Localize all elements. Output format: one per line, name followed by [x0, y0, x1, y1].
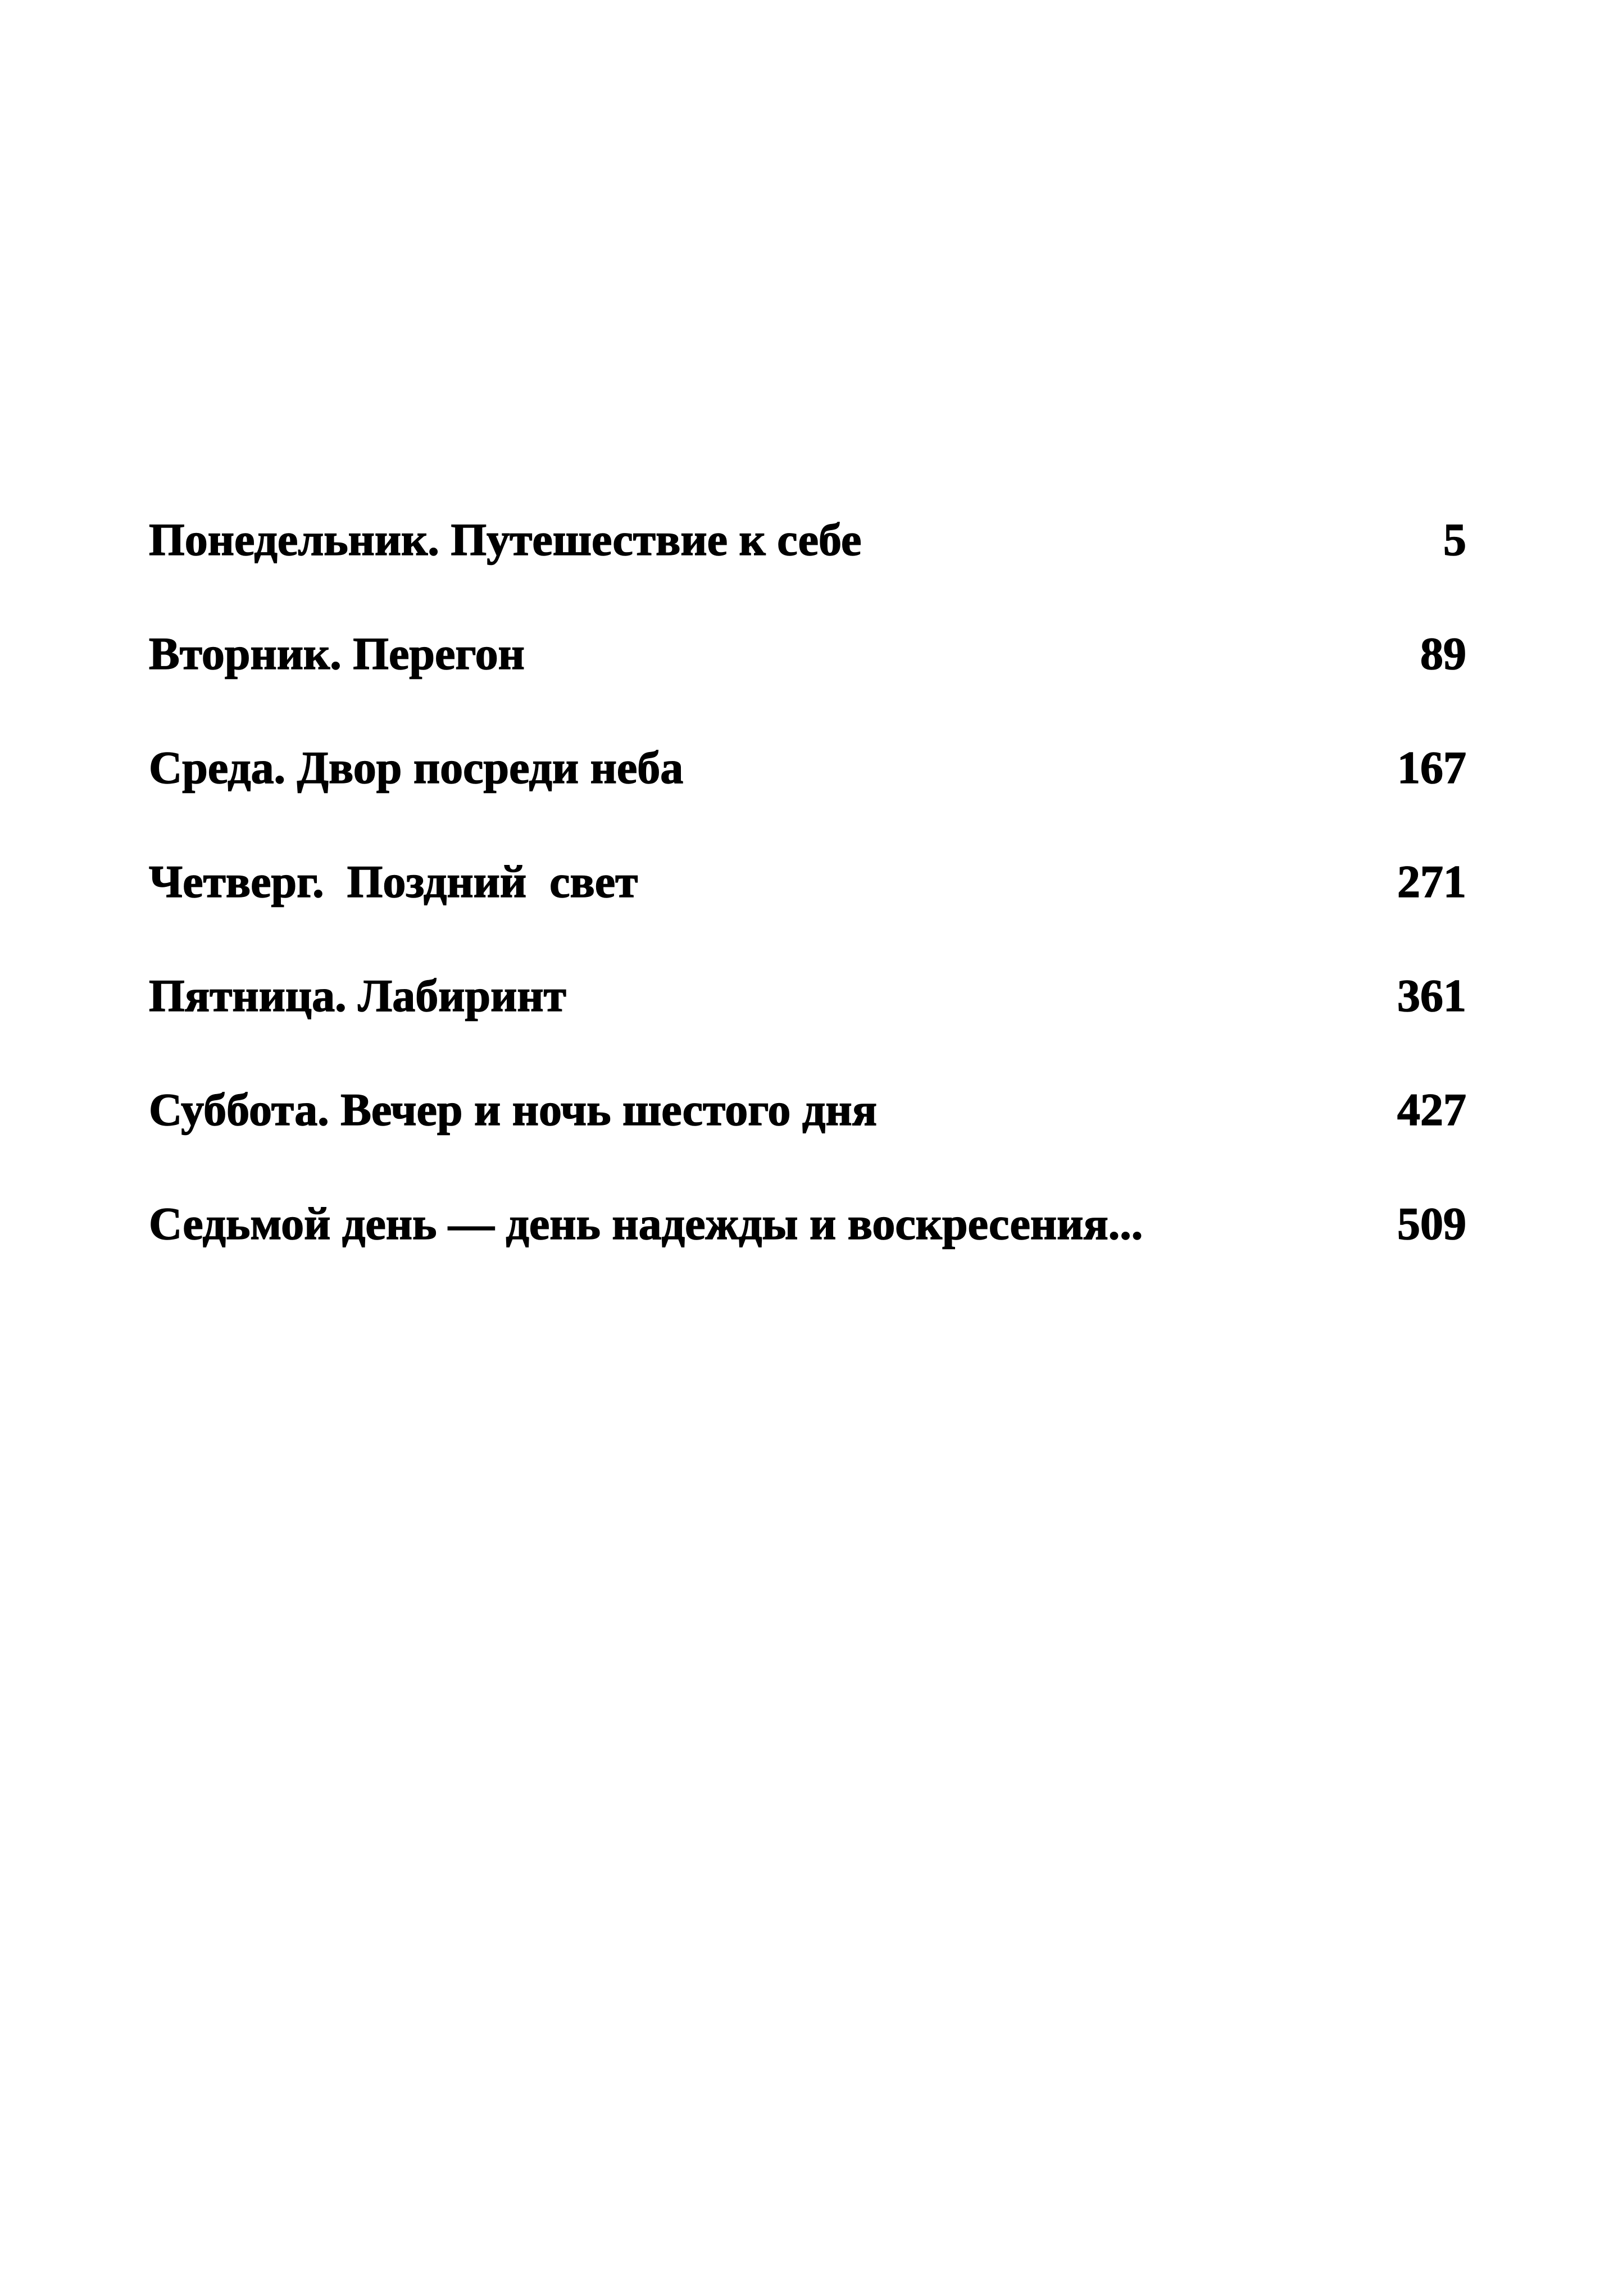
toc-entry-tuesday[interactable] — [149, 628, 1466, 745]
toc-entry-page-number: 361 — [1397, 970, 1466, 1021]
toc-entry-wednesday[interactable] — [149, 742, 1466, 859]
toc-entry-page-number: 5 — [1443, 514, 1466, 565]
toc-entry-monday[interactable] — [149, 514, 1466, 631]
toc-entry-page-number: 167 — [1397, 742, 1466, 793]
table-of-contents — [149, 514, 1466, 1315]
toc-entry-title: Среда. Двор посреди неба — [149, 742, 684, 793]
toc-entry-title: Пятница. Лабиринт — [149, 970, 566, 1021]
toc-entry-title: Четверг. Поздний свет — [149, 856, 638, 907]
toc-entry-page-number: 89 — [1420, 628, 1466, 679]
toc-entry-title: Понедельник. Путешествие к себе — [149, 514, 862, 565]
toc-entry-title: Вторник. Перегон — [149, 628, 525, 679]
toc-entry-page-number: 509 — [1397, 1198, 1466, 1249]
toc-entry-title: Седьмой день — день надежды и воскресения... — [149, 1198, 1143, 1249]
toc-entry-title: Суббота. Вечер и ночь шестого дня — [149, 1084, 877, 1135]
toc-entry-thursday[interactable] — [149, 856, 1466, 973]
toc-entry-page-number: 271 — [1397, 856, 1466, 907]
toc-entry-friday[interactable] — [149, 970, 1466, 1087]
toc-entry-page-number: 427 — [1397, 1084, 1466, 1135]
toc-entry-seventh-day[interactable] — [149, 1198, 1466, 1315]
toc-entry-saturday[interactable] — [149, 1084, 1466, 1201]
